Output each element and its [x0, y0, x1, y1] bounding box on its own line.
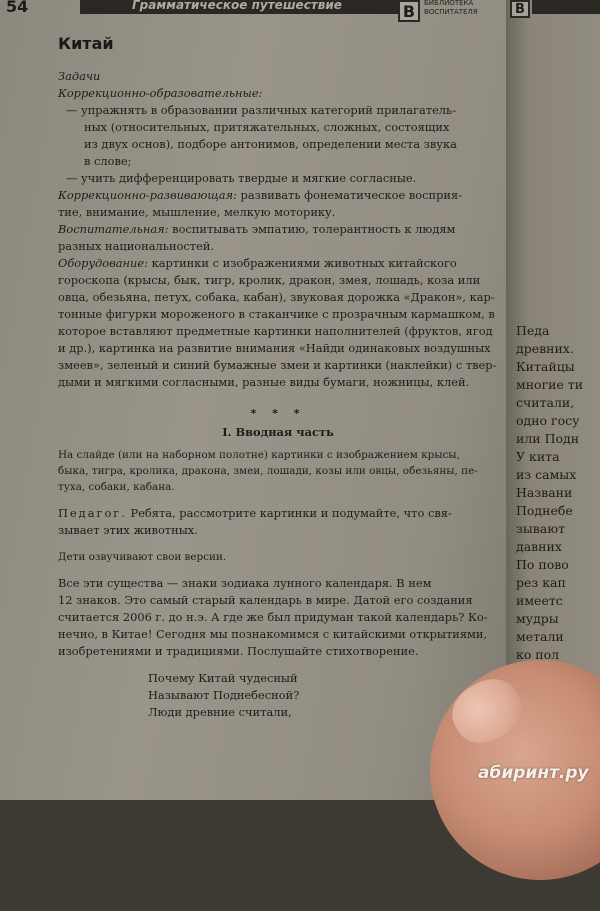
equipment-text: картинки с изображениями животных китайского гороскопа (крысы, бык, тигр, кролик, дракон, змея, лошадь, коза или овца, обезьяна, петух, собака, кабан), звуковая дорожка «Дракон», кар- тонные фигурки мороженого в стаканчике с прозрачным кармашком, в которое вставляют предметные картинки наполнителей (фруктов, ягод и др.), картинка на развитие внимания «Найди одинаковых воздушных змеев», зеленый и синий бумажные змеи и картинки (наклейки) с твер- дыми и мягкими согласными, разные виды бумаги, ножницы, клей.: [58, 256, 497, 389]
educational-paragraph: [58, 221, 498, 255]
tasks-label: Задачи: [58, 69, 101, 83]
watermark: абиринт.ру: [478, 763, 589, 783]
developmental-paragraph: [58, 187, 498, 221]
poem-line: Люди древние считали,: [148, 705, 292, 719]
series-logo-text: БИБЛИОТЕКА ВОСПИТАТЕЛЯ: [424, 0, 478, 16]
main-paragraph: Все эти существа — знаки зодиака лунного календаря. В нем 12 знаков. Это самый старый календарь в мире. Датой его создания считается 2006 г. до н.э. А где же был придуман такой календарь? Ко- нечно, в Китае! Сегодня мы познакомимся с китайскими открытиями, изобретениями и традициями. Послушайте стихотворение.: [58, 576, 488, 658]
poem: [58, 670, 498, 721]
task-item: — учить дифференцировать твердые и мягкие согласные.: [66, 171, 417, 185]
correctional-label: Коррекционно-образовательные:: [58, 86, 263, 100]
poem-line: Почему Китай чудесный: [148, 671, 298, 685]
section-divider: * * *: [250, 407, 306, 420]
running-header: [0, 0, 512, 21]
right-header-bar: [532, 0, 600, 14]
right-series-logo-icon: В: [510, 0, 530, 18]
educational-text: воспитывать эмпатию, толерантность к людям разных национальностей.: [58, 222, 456, 253]
children-note: Дети озвучивают свои версии.: [58, 551, 227, 563]
section-title: Китай: [58, 34, 114, 53]
developmental-label: Коррекционно-развивающая:: [58, 188, 237, 202]
series-logo-icon: В: [398, 0, 420, 22]
page-number: 54: [6, 0, 29, 16]
slide-note: На слайде (или на наборном полотне) картинки с изображением крысы, быка, тигра, кролика, дракона, змеи, лошади, козы или овцы, обезьяны, пе- туха, собаки, кабана.: [58, 449, 478, 493]
teacher-line: Ребята, рассмотрите картинки и подумайте, что свя- зывает этих животных.: [58, 506, 452, 537]
page-body: [58, 34, 498, 721]
educational-label: Воспитательная:: [58, 222, 169, 236]
right-page-text: Педа древних. Китайцы многие ти считали, одно госу или Подн У кита из самых Названи Поднебе зывают давних По пово рез кап имеетс мудры метали ко пол: [516, 323, 584, 662]
poem-line: Называют Поднебесной?: [148, 688, 300, 702]
developmental-text: развивать фонематическое восприя- тие, внимание, мышление, мелкую моторику.: [58, 188, 462, 219]
task-item: — упражнять в образовании различных категорий прилагатель- ных (относительных, притяжательных, сложных, состоящих из двух основ), подборе антонимов, определении места звука в слове;: [66, 103, 457, 168]
speaker-label: Педагог.: [58, 506, 127, 520]
running-title: Грамматическое путешествие: [132, 0, 342, 12]
equipment-label: Оборудование:: [58, 256, 148, 270]
subheading: I. Вводная часть: [222, 425, 334, 439]
equipment-paragraph: [58, 255, 498, 391]
teacher-paragraph: [58, 505, 498, 539]
